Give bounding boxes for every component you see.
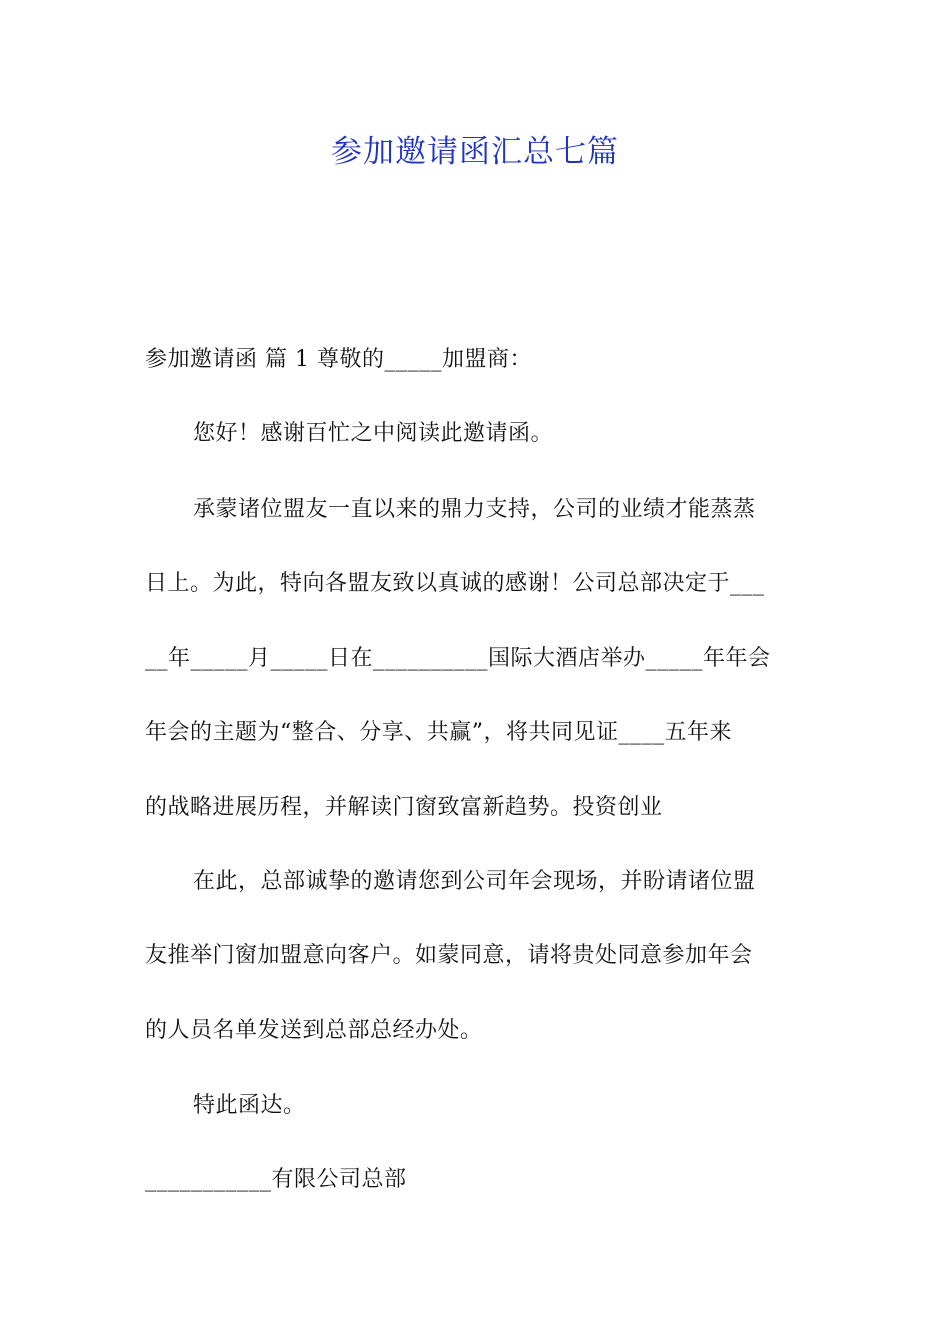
salutation-line: 参加邀请函 篇 1 尊敬的_____加盟商： (145, 347, 532, 372)
signature-line: ___________有限公司总部 (145, 1167, 407, 1192)
body-paragraph-2-line-3: 的人员名单发送到总部总经办处。 (145, 1018, 483, 1043)
body-paragraph-2-line-2: 友推举门窗加盟意向客户。如蒙同意，请将贵处同意参加年会 (145, 943, 753, 968)
body-paragraph-1-line-3: __年_____月_____日在__________国际大酒店举办_____年年会 (145, 646, 771, 671)
body-paragraph-1-line-5: 的战略进展历程，并解读门窗致富新趋势。投资创业 (145, 795, 663, 820)
body-paragraph-2-line-1: 在此，总部诚挚的邀请您到公司年会现场，并盼请诸位盟 (193, 869, 756, 894)
greeting-paragraph: 您好！感谢百忙之中阅读此邀请函。 (193, 421, 554, 446)
body-paragraph-1-line-2: 日上。为此，特向各盟友致以真诚的感谢！公司总部决定于___ (145, 571, 765, 596)
body-paragraph-1-line-4: 年会的主题为“整合、分享、共赢”，将共同见证____五年来 (145, 720, 732, 745)
closing-line: 特此函达。 (193, 1093, 306, 1118)
body-paragraph-1-line-1: 承蒙诸位盟友一直以来的鼎力支持，公司的业绩才能蒸蒸 (193, 497, 756, 522)
document-title: 参加邀请函汇总七篇 (331, 134, 619, 170)
